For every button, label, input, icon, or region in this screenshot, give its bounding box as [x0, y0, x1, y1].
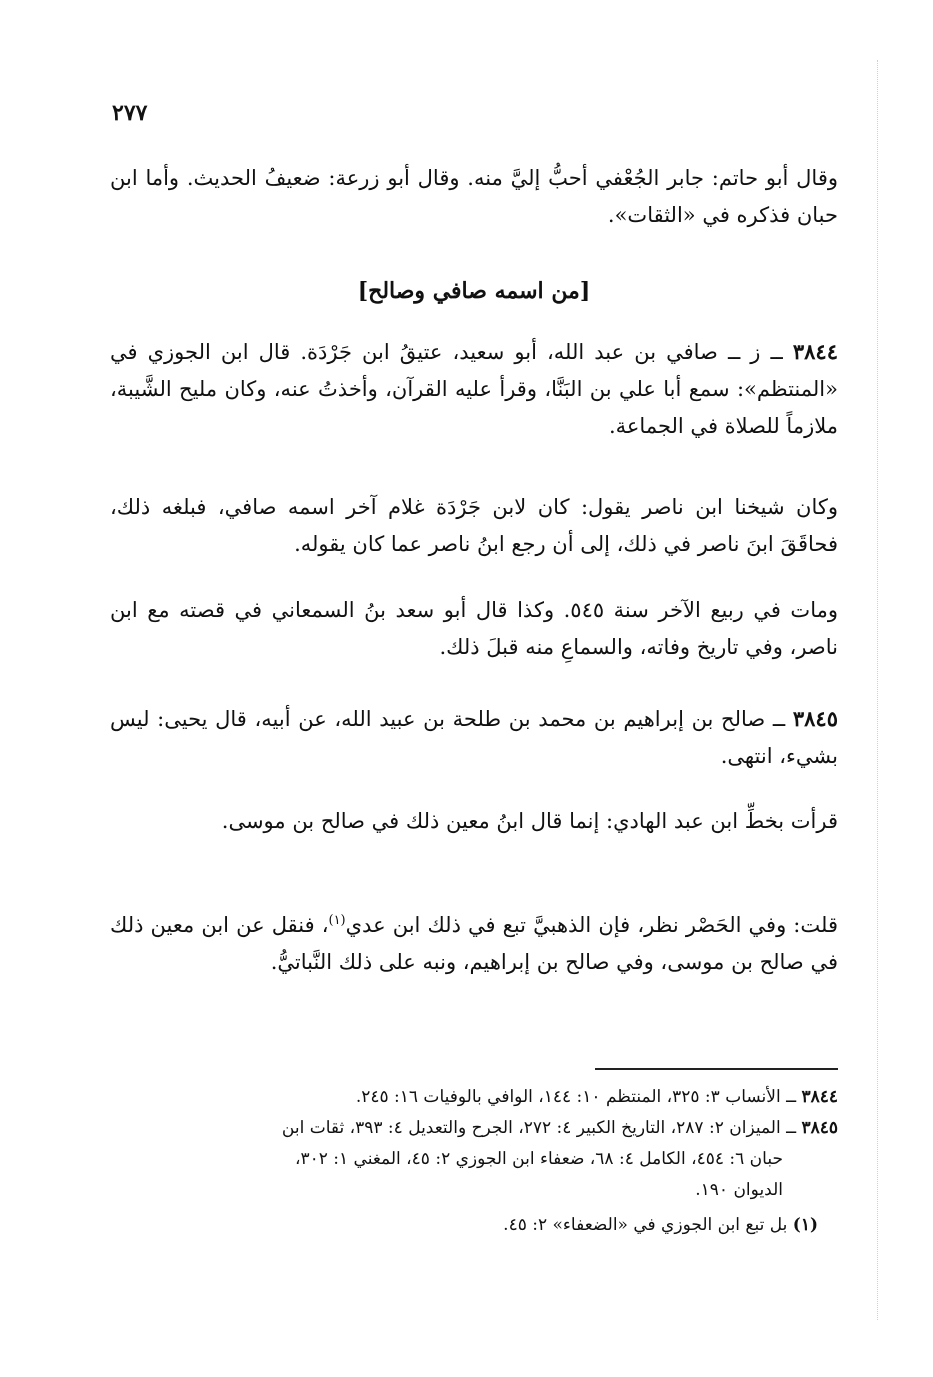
footnote-1: [110, 1210, 838, 1241]
entry-text: ــ صالح بن إبراهيم بن محمد بن طلحة بن عبيد الله، عن أبيه، قال يحيى: ليس بشيء، انتهى.: [110, 707, 838, 768]
footnote-text: بل تبع ابن الجوزي في «الضعفاء» ٢: ٤٥.: [503, 1215, 793, 1235]
entry-number: ٣٨٤٤: [792, 339, 838, 364]
paragraph-read: قرأت بخطِّ ابن عبد الهادي: إنما قال ابنُ معين ذلك في صالح بن موسى.: [221, 809, 838, 833]
footnotes: [110, 1082, 838, 1241]
footnote-3845: [110, 1113, 838, 1144]
paragraph-qult: [110, 907, 838, 981]
entry-number: ٣٨٤٥: [792, 706, 838, 731]
entry-text: ــ ز ــ صافي بن عبد الله، أبو سعيد، عتيقُ ابن جَرْدَة. قال ابن الجوزي في «المنتظم»: سمع أبا علي بن البَنَّا، وقرأ عليه القرآن، وأخذتُ عنه، وكان مليح الشَّيبة، ملازماً للصلاة في الجماعة.: [110, 340, 838, 438]
paragraph-ibn-naser: وكان شيخنا ابن ناصر يقول: كان لابن جَرْدَة غلام آخر اسمه صافي، فبلغه ذلك، فحاقَقَ ابنَ ناصر في ذلك، إلى أن رجع ابنُ ناصر عما كان يقوله.: [110, 495, 838, 556]
footnote-3844: [110, 1082, 838, 1113]
qult-text-b: ، فنقل عن ابن معين ذلك في صالح بن موسى، وفي صالح بن إبراهيم، ونبه على ذلك النَّباتيُّ.: [110, 913, 838, 974]
footnote-number: (١): [792, 1215, 818, 1235]
footnote-separator: [595, 1068, 838, 1070]
footnote-3845-end: الديوان ١٩٠.: [695, 1180, 783, 1200]
qult-text-a: قلت: وفي الحَصْر نظر، فإن الذهبيَّ تبع في ذلك ابن عدي: [345, 913, 838, 937]
footnote-number: ٣٨٤٥: [801, 1118, 838, 1138]
section-title: [من اسمه صافي وصالح]: [357, 278, 591, 304]
footnote-text: ــ الميزان ٢: ٢٨٧، التاريخ الكبير ٤: ٢٧٢، الجرح والتعديل ٤: ٣٩٣، ثقات ابن: [281, 1118, 802, 1138]
margin-line: [877, 60, 878, 1320]
page-number: ٢٧٧: [112, 100, 148, 126]
footnote-ref: (١): [328, 913, 346, 928]
footnote-number: ٣٨٤٤: [801, 1087, 838, 1107]
entry-3845: [110, 700, 838, 775]
footnote-text: ــ الأنساب ٣: ٣٢٥، المنتظم ١٠: ١٤٤، الوافي بالوفيات ١٦: ٢٤٥.: [355, 1087, 802, 1107]
entry-3844: [110, 333, 838, 445]
paragraph-intro: وقال أبو حاتم: جابر الجُعْفي أحبُّ إليَّ منه. وقال أبو زرعة: ضعيفُ الحديث. وأما ابن حبان فذكره في «الثقات».: [110, 166, 838, 227]
paragraph-death: ومات في ربيع الآخر سنة ٥٤٥. وكذا قال أبو سعد بنُ السمعاني في قصته مع ابن ناصر، وفي تاريخ وفاته، والسماعِ منه قبلَ ذلك.: [110, 598, 838, 659]
footnote-3845-cont: حبان ٦: ٤٥٤، الكامل ٤: ٦٨، ضعفاء ابن الجوزي ٢: ٤٥، المغني ١: ٣٠٢،: [294, 1149, 783, 1169]
